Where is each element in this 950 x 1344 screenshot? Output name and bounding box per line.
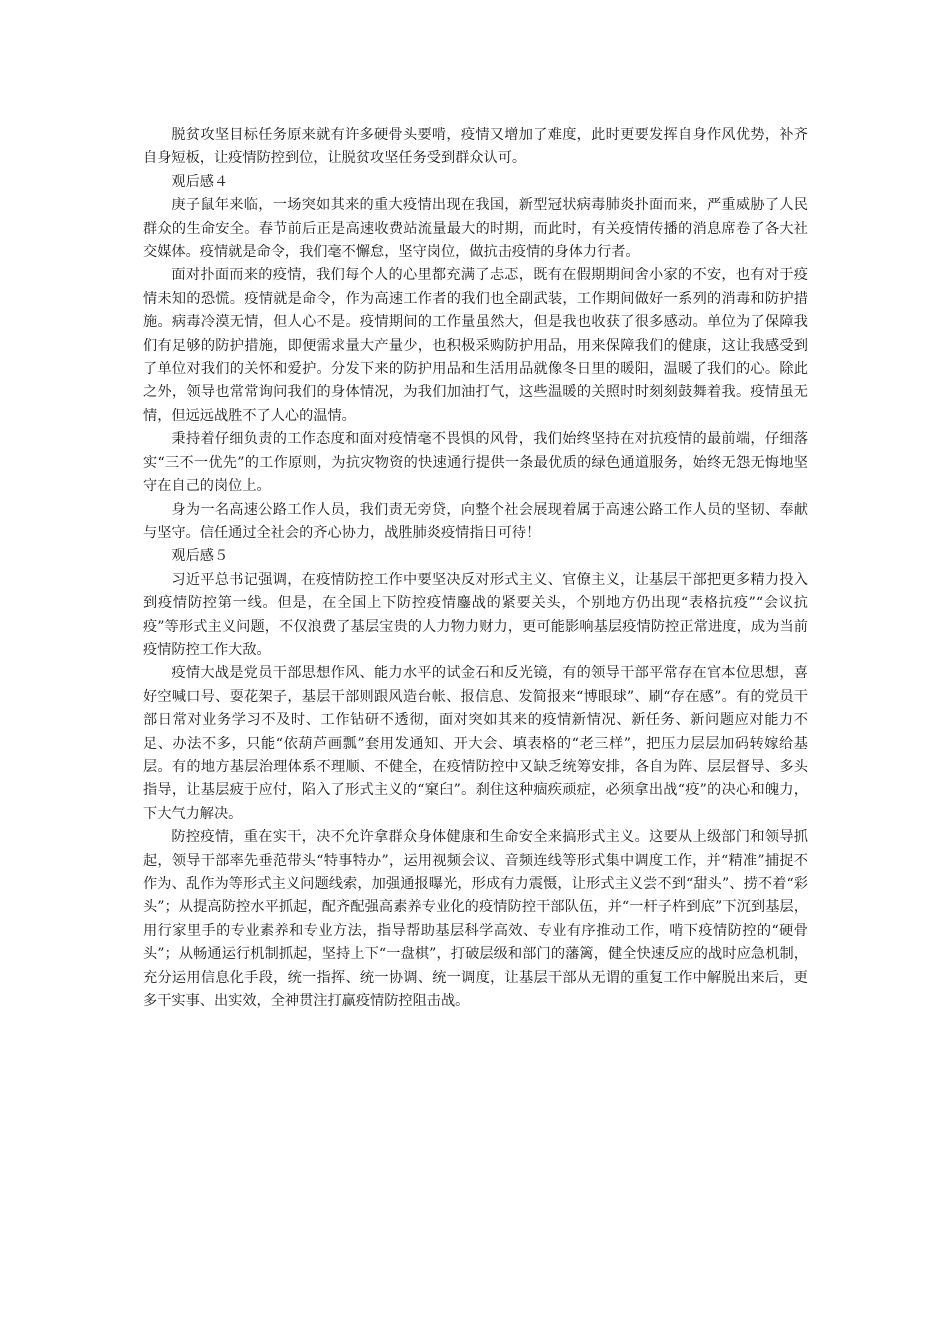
body-paragraph: 脱贫攻坚目标任务原来就有许多硬骨头要啃，疫情又增加了难度，此时更要发挥自身作风优势，补齐自身短板，让疫情防控到位，让脱贫攻坚任务受到群众认可。: [143, 127, 808, 167]
body-paragraph: 身为一名高速公路工作人员，我们责无旁贷，向整个社会展现着属于高速公路工作人员的坚韧、奉献与坚守。信任通过全社会的齐心协力，战胜肺炎疫情指日可待！: [143, 501, 808, 541]
body-paragraph: 疫情大战是党员干部思想作风、能力水平的试金石和反光镜，有的领导干部平常存在官本位思想，喜好空喊口号、耍花架子，基层干部则跟风造台帐、报信息、发简报来“博眼球”、刷“存在感”。有的党员干部日常对业务学习不及时、工作钻研不透彻，面对突如其来的疫情新情况、新任务、新问题应对能力不足、办法不多，只能“依葫芦画瓢”套用发通知、开大会、填表格的“老三样”，把压力层层加码转嫁给基层。有的地方基层治理体系不理顺、不健全，在疫情防控中又缺乏统筹安排，各自为阵、层层督导、多头指导，让基层疲于应付，陷入了形式主义的“窠臼”。刹住这种痼疾顽症，必须拿出战“疫”的决心和魄力，下大气力解决。: [143, 665, 808, 822]
section-heading: 观后感４: [171, 173, 229, 190]
body-paragraph: 庚子鼠年来临，一场突如其来的重大疫情出现在我国，新型冠状病毒肺炎扑面而来，严重威胁了人民群众的生命安全。春节前后正是高速收费站流量最大的时期，而此时，有关疫情传播的消息席卷了各大社交媒体。疫情就是命令，我们毫不懈怠，坚守岗位，做抗击疫情的身体力行者。: [143, 197, 808, 261]
body-paragraph: 防控疫情，重在实干，决不允许拿群众身体健康和生命安全来搞形式主义。这要从上级部门和领导抓起，领导干部率先垂范带头“特事特办”，运用视频会议、音频连线等形式集中调度工作，并“精准”捕捉不作为、乱作为等形式主义问题线索，加强通报曝光，形成有力震慑，让形式主义尝不到“甜头”、捞不着“彩头”；从提高防控水平抓起，配齐配强高素养专业化的疫情防控干部队伍，并“一杆子杵到底”下沉到基层，用行家里手的专业素养和专业方法，指导帮助基层科学高效、专业有序推动工作，啃下疫情防控的“硬骨头”；从畅通运行机制抓起，坚持上下“一盘棋”，打破层级和部门的藩篱，健全快速反应的战时应急机制，充分运用信息化手段，统一指挥、统一协调、统一调度，让基层干部从无谓的重复工作中解脱出来后，更多干实事、出实效，全神贯注打赢疫情防控阻击战。: [143, 829, 808, 1010]
document-body: [143, 124, 808, 1013]
body-paragraph: 面对扑面而来的疫情，我们每个人的心里都充满了忐忑，既有在假期期间舍小家的不安，也有对于疫情未知的恐慌。疫情就是命令，作为高速工作者的我们也全副武装，工作期间做好一系列的消毒和防护措施。病毒冷漠无情，但人心不是。疫情期间的工作量虽然大，但是我也收获了很多感动。单位为了保障我们有足够的防护措施，即便需求量大产量少，也积极采购防护用品，用来保障我们的健康，这让我感受到了单位对我们的关怀和爱护。分发下来的防护用品和生活用品就像冬日里的暖阳，温暖了我们的心。除此之外，领导也常常询问我们的身体情况，为我们加油打气，这些温暖的关照时时刻刻鼓舞着我。疫情虽无情，但远远战胜不了人心的温情。: [143, 267, 808, 424]
body-paragraph: 习近平总书记强调，在疫情防控工作中要坚决反对形式主义、官僚主义，让基层干部把更多精力投入到疫情防控第一线。但是，在全国上下防控疫情鏖战的紧要关头，个别地方仍出现“表格抗疫”“会议抗疫”等形式主义问题，不仅浪费了基层宝贵的人力物力财力，更可能影响基层疫情防控正常进度，成为当前疫情防控工作大敌。: [143, 571, 808, 658]
body-paragraph: 秉持着仔细负责的工作态度和面对疫情毫不畏惧的风骨，我们始终坚持在对抗疫情的最前端，仔细落实“三不一优先”的工作原则，为抗灾物资的快速通行提供一条最优质的绿色通道服务，始终无怨无悔地坚守在自己的岗位上。: [143, 431, 808, 495]
section-heading: 观后感５: [171, 548, 229, 565]
